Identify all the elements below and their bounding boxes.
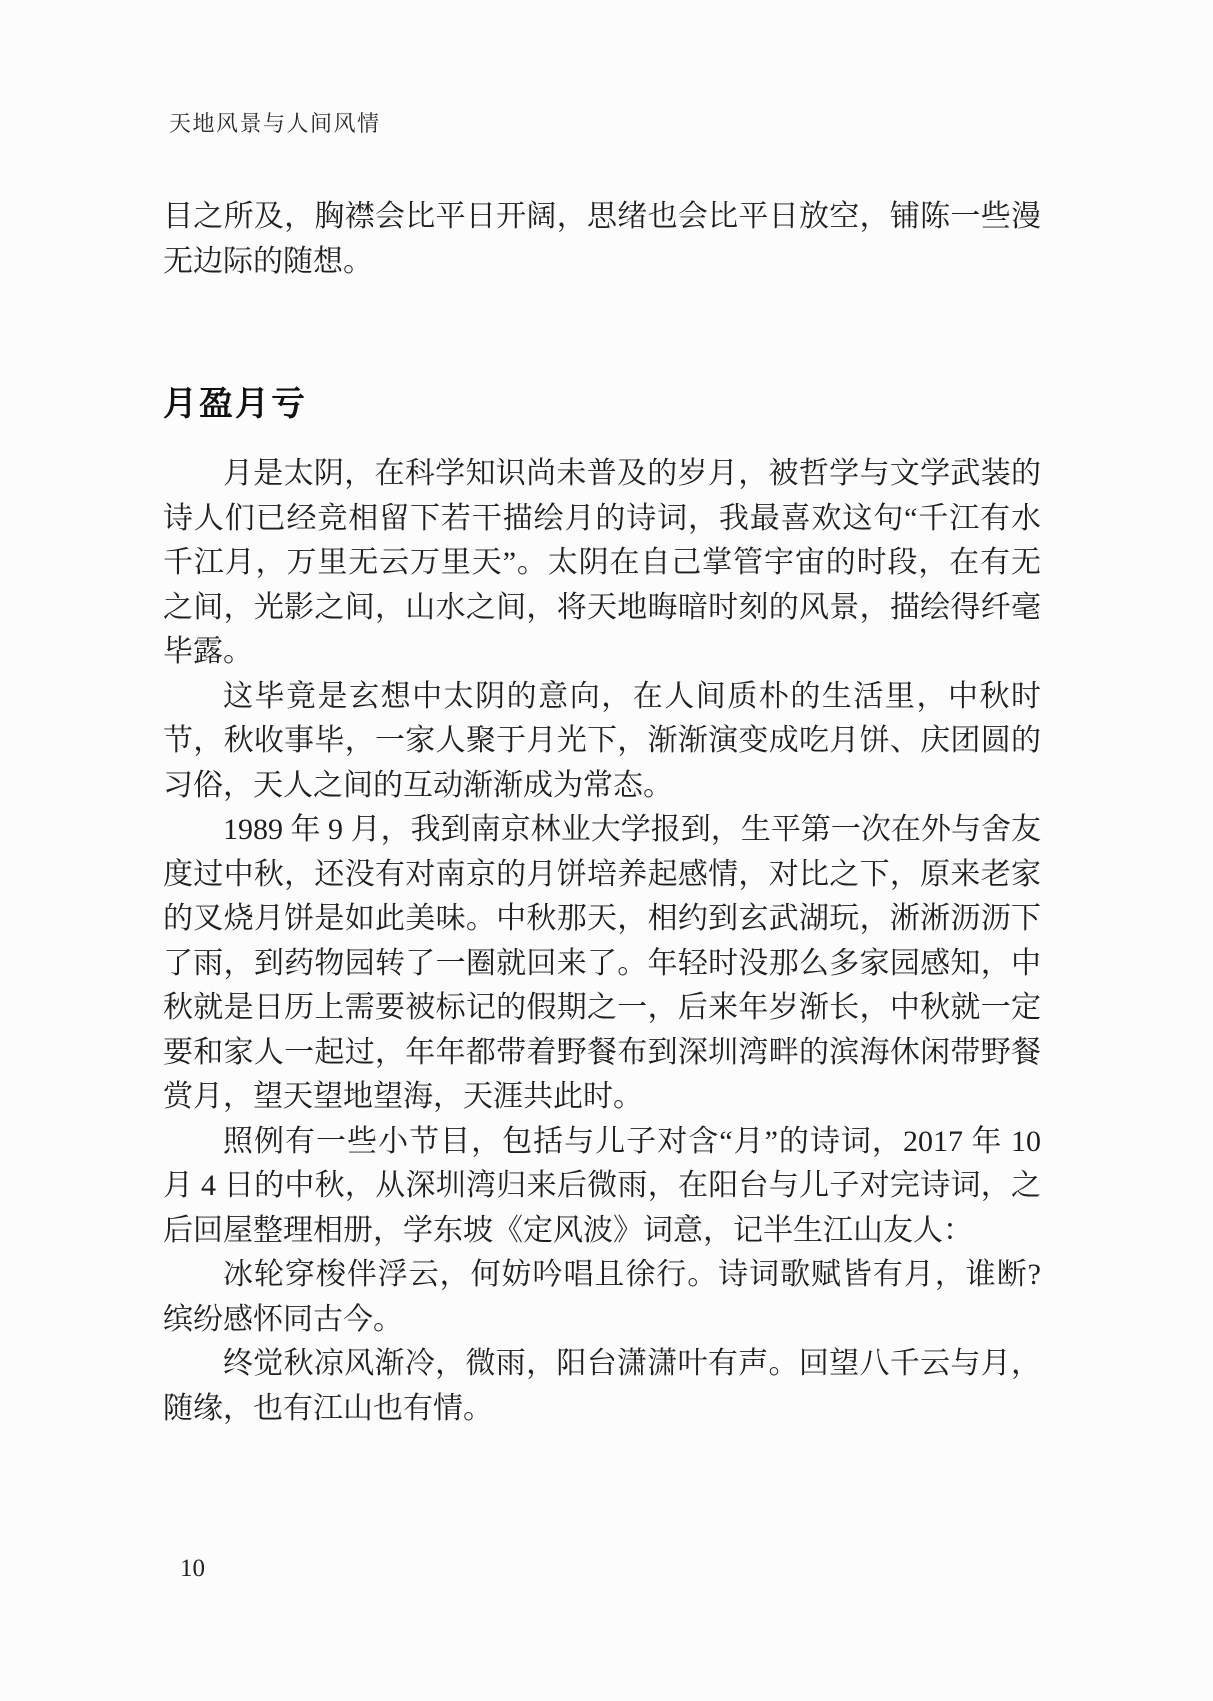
body-paragraph: 终觉秋凉风渐冷，微雨，阳台潇潇叶有声。回望八千云与月，随缘，也有江山也有情。 <box>163 1347 1041 1425</box>
body-paragraph: 这毕竟是玄想中太阴的意向，在人间质朴的生活里，中秋时节，秋收事毕，一家人聚于月光下，渐渐演变成吃月饼、庆团圆的习俗，天人之间的互动渐渐成为常态。 <box>163 679 1041 802</box>
text-column <box>163 0 1041 1431</box>
body-paragraph: 冰轮穿梭伴浮云，何妨吟唱且徐行。诗词歌赋皆有月，谁断?缤纷感怀同古今。 <box>163 1258 1041 1336</box>
continued-paragraph: 目之所及，胸襟会比平日开阔，思绪也会比平日放空，铺陈一些漫无边际的随想。 <box>163 200 1041 278</box>
body-paragraph: 照例有一些小节目，包括与儿子对含“月”的诗词，2017 年 10 月 4 日的中秋，从深圳湾归来后微雨，在阳台与儿子对完诗词，之后回屋整理相册，学东坡《定风波》词意，记半生江山友人： <box>163 1124 1041 1247</box>
section-title: 月盈月亏 <box>163 385 307 423</box>
body-paragraph: 月是太阴，在科学知识尚未普及的岁月，被哲学与文学武装的诗人们已经竞相留下若干描绘月的诗词，我最喜欢这句“千江有水千江月，万里无云万里天”。太阴在自己掌管宇宙的时段，在有无之间，光影之间，山水之间，将天地晦暗时刻的风景，描绘得纤毫毕露。 <box>163 457 1041 668</box>
section-body <box>163 452 1041 1431</box>
running-header: 天地风景与人间风情 <box>169 111 381 136</box>
page-number: 10 <box>180 1555 205 1582</box>
body-paragraph: 1989 年 9 月，我到南京林业大学报到，生平第一次在外与舍友度过中秋，还没有对南京的月饼培养起感情，对比之下，原来老家的叉烧月饼是如此美味。中秋那天，相约到玄武湖玩，淅淅沥沥下了雨，到药物园转了一圈就回来了。年轻时没那么多家园感知，中秋就是日历上需要被标记的假期之一，后来年岁渐长，中秋就一定要和家人一起过，年年都带着野餐布到深圳湾畔的滨海休闲带野餐赏月，望天望地望海，天涯共此时。 <box>163 813 1041 1113</box>
